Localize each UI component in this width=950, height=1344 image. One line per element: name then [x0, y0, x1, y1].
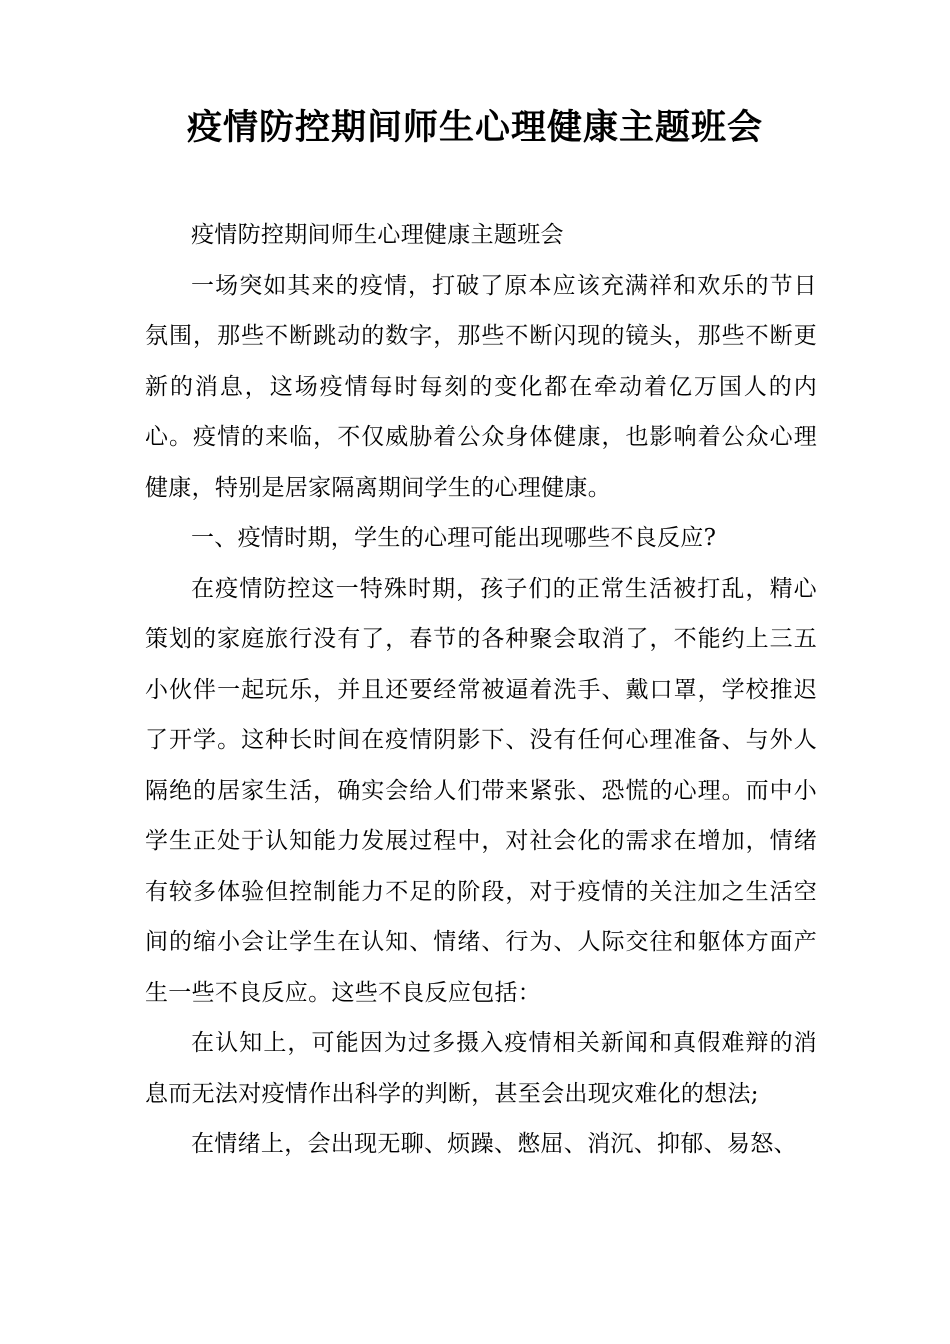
paragraph-section-1: 在疫情防控这一特殊时期，孩子们的正常生活被打乱，精心策划的家庭旅行没有了，春节的各种聚会取消了，不能约上三五小伙伴一起玩乐，并且还要经常被逼着洗手、戴口罩，学校推迟了开学。这种长时间在疫情阴影下、没有任何心理准备、与外人隔绝的居家生活，确实会给人们带来紧张、恐慌的心理。而中小学生正处于认知能力发展过程中，对社会化的需求在增加，情绪有较多体验但控制能力不足的阶段，对于疫情的关注加之生活空间的缩小会让学生在认知、情绪、行为、人际交往和躯体方面产生一些不良反应。这些不良反应包括：	[145, 575, 817, 1006]
paragraph-cognition: 在认知上，可能因为过多摄入疫情相关新闻和真假难辩的消息而无法对疫情作出科学的判断，甚至会出现灾难化的想法;	[145, 1030, 817, 1107]
paragraph-emotion: 在情绪上，会出现无聊、烦躁、憋屈、消沉、抑郁、易怒、	[191, 1131, 797, 1157]
document-title: 疫情防控期间师生心理健康主题班会	[186, 108, 763, 148]
section-heading-1: 一、疫情时期，学生的心理可能出现哪些不良反应?	[191, 525, 717, 551]
paragraph-intro: 一场突如其来的疫情，打破了原本应该充满祥和欢乐的节日氛围，那些不断跳动的数字，那些不断闪现的镜头，那些不断更新的消息，这场疫情每时每刻的变化都在牵动着亿万国人的内心。疫情的来临，不仅威胁着公众身体健康，也影响着公众心理健康，特别是居家隔离期间学生的心理健康。	[145, 272, 817, 501]
paragraph-subtitle: 疫情防控期间师生心理健康主题班会	[191, 222, 564, 248]
document-body	[145, 210, 817, 1170]
